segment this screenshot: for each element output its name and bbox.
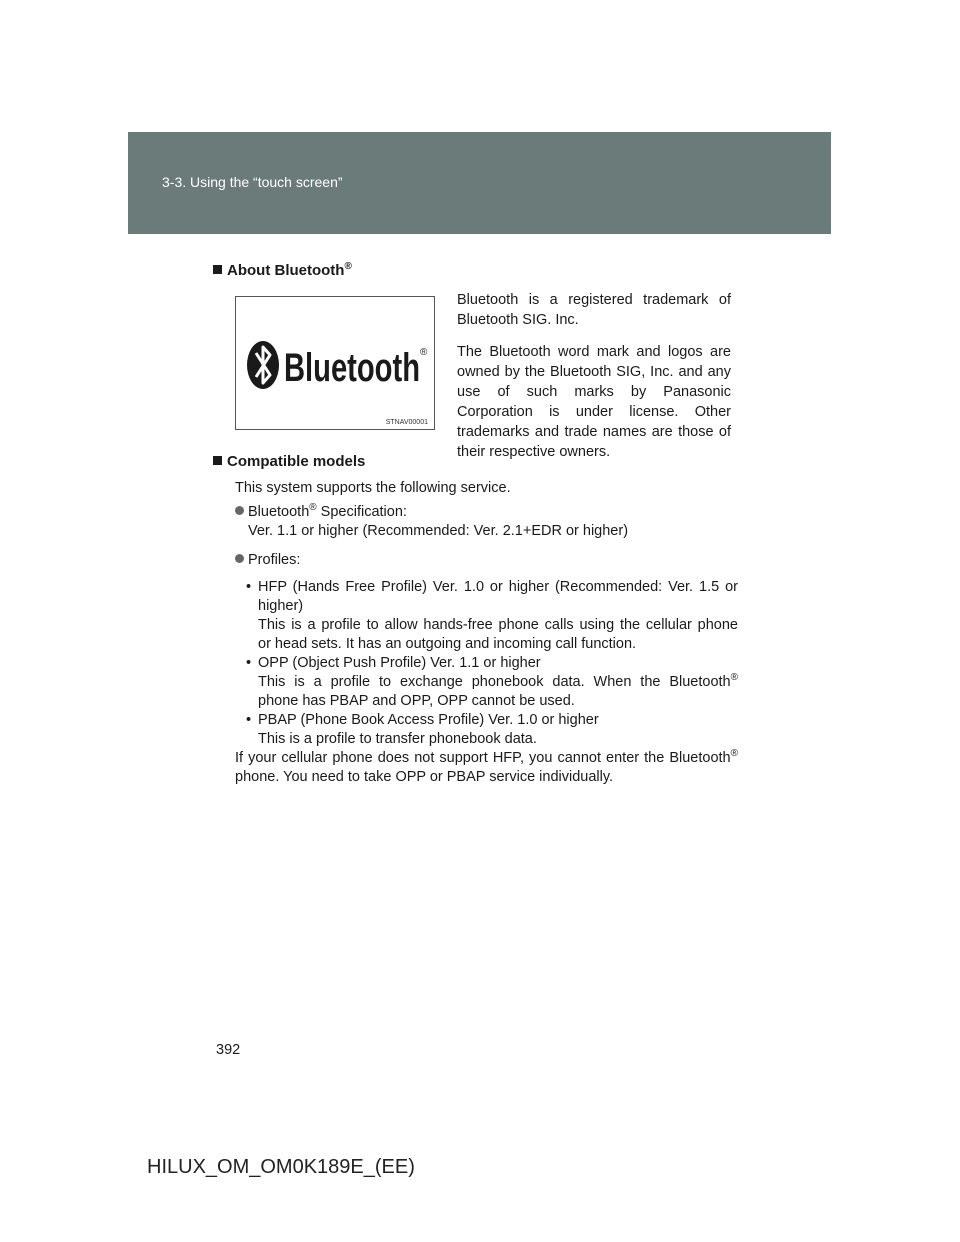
hfp-note: If your cellular phone does not support HFP, you cannot enter the Bluetooth® phone. You need to take OPP or PBAP service individually. [235, 748, 738, 785]
page-number: 392 [216, 1042, 241, 1058]
hfp-desc-line2: or head sets. It has an outgoing and incoming call function. [258, 636, 637, 652]
pbap-profile: • PBAP (Phone Book Access Profile) Ver. 1.0 or higher This is a profile to transfer phonebook data. [258, 711, 738, 749]
round-bullet-icon [235, 554, 244, 563]
bluetooth-logo-icon [236, 297, 434, 429]
hfp-desc-line1: This is a profile to allow hands-free phone calls using the cellular phone [258, 617, 738, 633]
compatible-models-heading: Compatible models [213, 453, 365, 470]
opp-profile: • OPP (Object Push Profile) Ver. 1.1 or higher This is a profile to exchange phonebook data. When the Bluetooth® phone has PBAP and OPP, OPP cannot be used. [246, 655, 738, 709]
spec-item: Bluetooth® Specification: [235, 503, 407, 522]
round-bullet-icon [235, 506, 244, 515]
square-bullet-icon [213, 456, 222, 465]
logo-wordmark: Bluetooth [284, 346, 420, 390]
intro-text: This system supports the following service. [235, 480, 511, 496]
opp-desc-line2: phone has PBAP and OPP, OPP cannot be used. [258, 693, 575, 709]
hfp-title-line2: higher) [258, 598, 304, 614]
spec-value: Ver. 1.1 or higher (Recommended: Ver. 2.1+EDR or higher) [248, 523, 629, 539]
square-bullet-icon [213, 265, 222, 274]
bluetooth-trademark-text [457, 290, 731, 474]
trademark-paragraph-1: Bluetooth is a registered trademark of Bluetooth SIG. Inc. [457, 292, 731, 328]
section-title: 3-3. Using the “touch screen” [162, 174, 343, 190]
bluetooth-logo-figure [235, 296, 435, 430]
profiles-item: Profiles: [235, 551, 300, 570]
pbap-desc: This is a profile to transfer phonebook data. [258, 731, 537, 747]
figure-code: STNAV00001 [385, 419, 428, 426]
about-bluetooth-heading: About Bluetooth® [213, 262, 352, 279]
hfp-profile: • HFP (Hands Free Profile) Ver. 1.0 or higher (Recommended: Ver. 1.5 or higher) This is a profile to allow hands-free phone calls using the cellular phone or head sets. It has an outgoing and incoming call function. [246, 579, 738, 652]
opp-title: OPP (Object Push Profile) Ver. 1.1 or higher [258, 655, 541, 671]
header-band [128, 132, 831, 234]
pbap-title: PBAP (Phone Book Access Profile) Ver. 1.0 or higher [258, 712, 599, 728]
document-code: HILUX_OM_OM0K189E_(EE) [147, 1156, 415, 1178]
opp-desc-line1: This is a profile to exchange phonebook data. When the Bluetooth® [258, 672, 738, 690]
hfp-title-line1: HFP (Hands Free Profile) Ver. 1.0 or higher (Recommended: Ver. 1.5 or [258, 579, 738, 595]
trademark-paragraph-2: The Bluetooth word mark and logos are owned by the Bluetooth SIG, Inc. and any use of such marks by Panasonic Corporation is under license. Other trademarks and trade names are those of their respective owners. [457, 344, 731, 460]
logo-registered-mark: ® [420, 347, 428, 358]
